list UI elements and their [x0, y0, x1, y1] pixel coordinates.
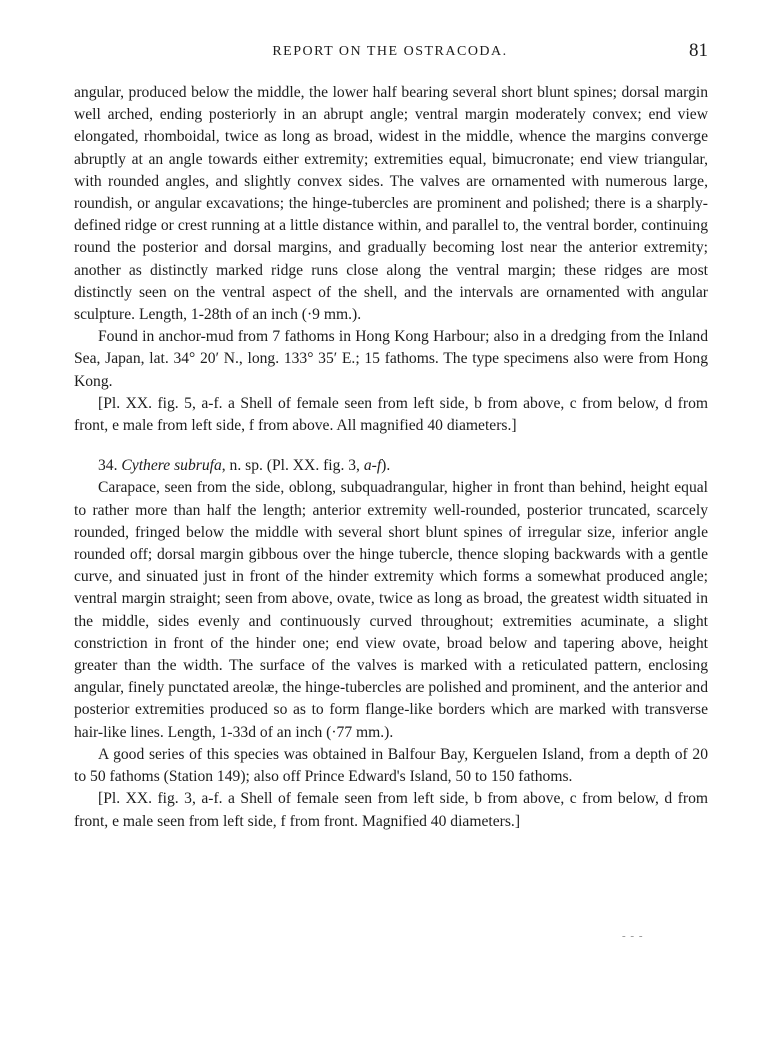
page-number: 81	[689, 40, 708, 61]
species-authority: , n. sp. (Pl. XX. fig. 3,	[221, 457, 364, 475]
species-number: 34.	[98, 457, 118, 475]
species-locality: A good series of this species was obtained in Balfour Bay, Kerguelen Island, from a depth of 20 to 50 fathoms (Station 149); also off Prince Edward's Island, 50 to 150 fathoms.	[74, 745, 708, 786]
running-header	[72, 40, 708, 64]
species-name: Cythere subrufa	[121, 457, 222, 475]
species-heading-close: ).	[381, 457, 391, 475]
species-fig-range: a-f	[363, 457, 382, 475]
plate-reference: [Pl. XX. fig. 5, a-f. a Shell of female seen from left side, b from above, c from below, d from front, e male from left side, f from above. All magnified 40 diameters.]	[74, 394, 708, 435]
continued-description: angular, produced below the middle, the lower half bearing several short blunt spines; dorsal margin well arched, ending posteriorly in an abrupt angle; ventral margin moderately convex; end view elongated, rhomboidal, twice as long as broad, widest in the middle, whence the margins converge abruptly at an angle towards either extremity; extremities equal, bimucronate; end view triangular, with rounded angles, and slightly convex sides. The valves are ornamented with numerous large, roundish, or angular excavations; the hinge-tubercles are prominent and polished; there is a sharply-defined ridge or crest running at a little distance within, and parallel to, the ventral border, continuing round the posterior and dorsal margins, and gradually becoming lost near the anterior extremity; another as distinctly marked ridge runs close along the ventral margin; these ridges are most distinctly seen on the ventral aspect of the shell, and the intervals are ornamented with angular sculpture. Length, 1-28th of an inch (·9 mm.).	[74, 84, 708, 324]
section-gap	[74, 437, 708, 455]
species-description: Carapace, seen from the side, oblong, subquadrangular, higher in front than behind, height equal to rather more than half the length; anterior extremity well-rounded, posterior truncated, scarcely rounded, fringed below the middle with several short blunt spines of irregular size, inferior angle rounded off; dorsal margin gibbous over the hinge tubercle, thence sloping backwards with a gentle curve, and sinuated just in front of the hinder extremity which forms a somewhat produced angle; ventral margin straight; seen from above, ovate, twice as long as broad, the greatest width situated in the middle, sides evenly and continuously curved throughout; extremities acuminate, a slight constriction in front of the hinder one; end view ovate, broad below and tapering above, height greater than the width. The surface of the valves is marked with a reticulated pattern, enclosing angular, finely punctated areolæ, the hinge-tubercles are polished and prominent, and the anterior and posterior extremities produced so as to form flange-like borders which are marked with transverse hair-like lines. Length, 1-33d of an inch (·77 mm.).	[74, 479, 708, 741]
species-heading	[74, 455, 708, 477]
body-text	[74, 82, 708, 833]
running-title: REPORT ON THE OSTRACODA.	[272, 44, 508, 59]
locality-paragraph: Found in anchor-mud from 7 fathoms in Hong Kong Harbour; also in a dredging from the Inland Sea, Japan, lat. 34° 20′ N., long. 133° 35′ E.; 15 fathoms. The type specimens also were from Hong Kong.	[74, 328, 708, 390]
stray-mark: - - -	[622, 930, 644, 942]
species-plate-reference: [Pl. XX. fig. 3, a-f. a Shell of female seen from left side, b from above, c from below, d from front, e male seen from left side, f from front. Magnified 40 diameters.]	[74, 790, 708, 830]
